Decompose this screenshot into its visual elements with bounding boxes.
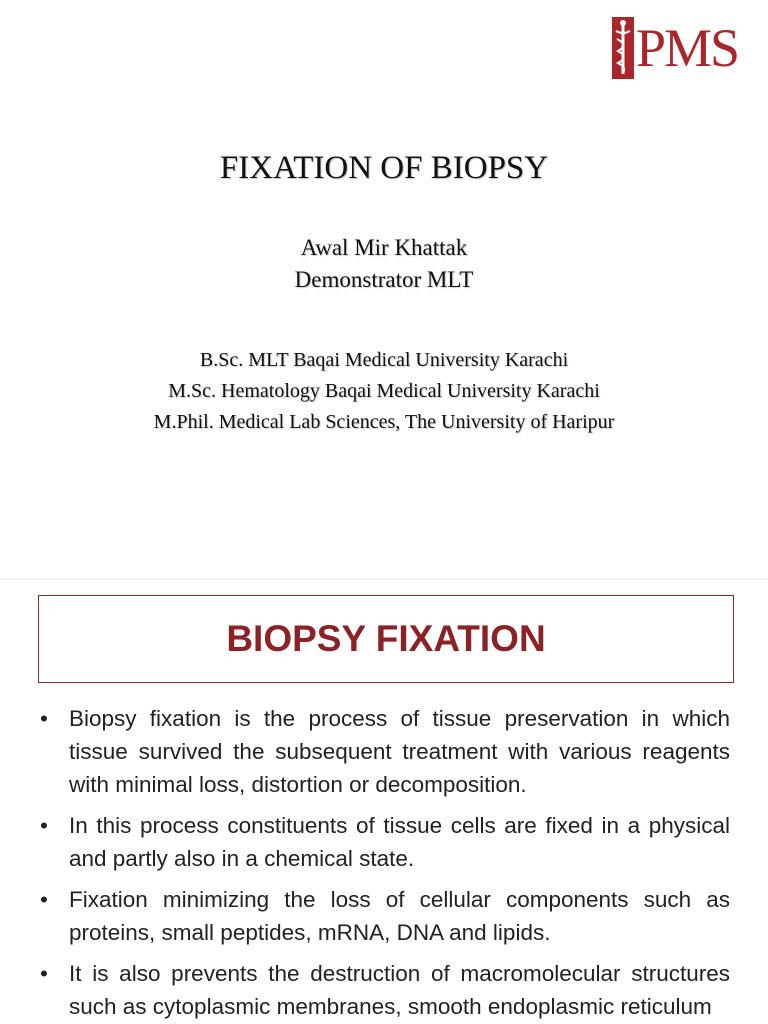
- logo-text: PMS: [636, 18, 739, 78]
- presentation-title: FIXATION OF BIOPSY: [219, 150, 549, 186]
- qualifications-list: [0, 345, 768, 438]
- author-role: Demonstrator MLT: [294, 267, 474, 292]
- qualification-line: M.Phil. Medical Lab Sciences, The University of Haripur: [153, 411, 615, 433]
- qualification-line: M.Sc. Hematology Baqai Medical University Karachi: [168, 380, 600, 402]
- list-item: • In this process constituents of tissue cells are fixed in a physical and partly also in a chemical state.: [40, 809, 730, 875]
- list-item: • Fixation minimizing the loss of cellular components such as proteins, small peptides, mRNA, DNA and lipids.: [40, 883, 730, 949]
- pms-logo: [612, 16, 738, 80]
- heading-box: [38, 595, 734, 683]
- qualification-line: B.Sc. MLT Baqai Medical University Karachi: [199, 349, 569, 371]
- bullet-list: [40, 702, 730, 1024]
- caduceus-icon: [612, 17, 634, 79]
- list-item: • Biopsy fixation is the process of tissue preservation in which tissue survived the subsequent treatment with various reagents with minimal loss, distortion or decomposition.: [40, 702, 730, 801]
- author-name: Awal Mir Khattak: [300, 235, 468, 260]
- list-item: • It is also prevents the destruction of macromolecular structures such as cytoplasmic membranes, smooth endoplasmic reticulum: [40, 957, 730, 1023]
- slide-divider: [0, 578, 768, 580]
- slide-heading: BIOPSY FIXATION: [226, 618, 546, 659]
- author-block: [0, 232, 768, 296]
